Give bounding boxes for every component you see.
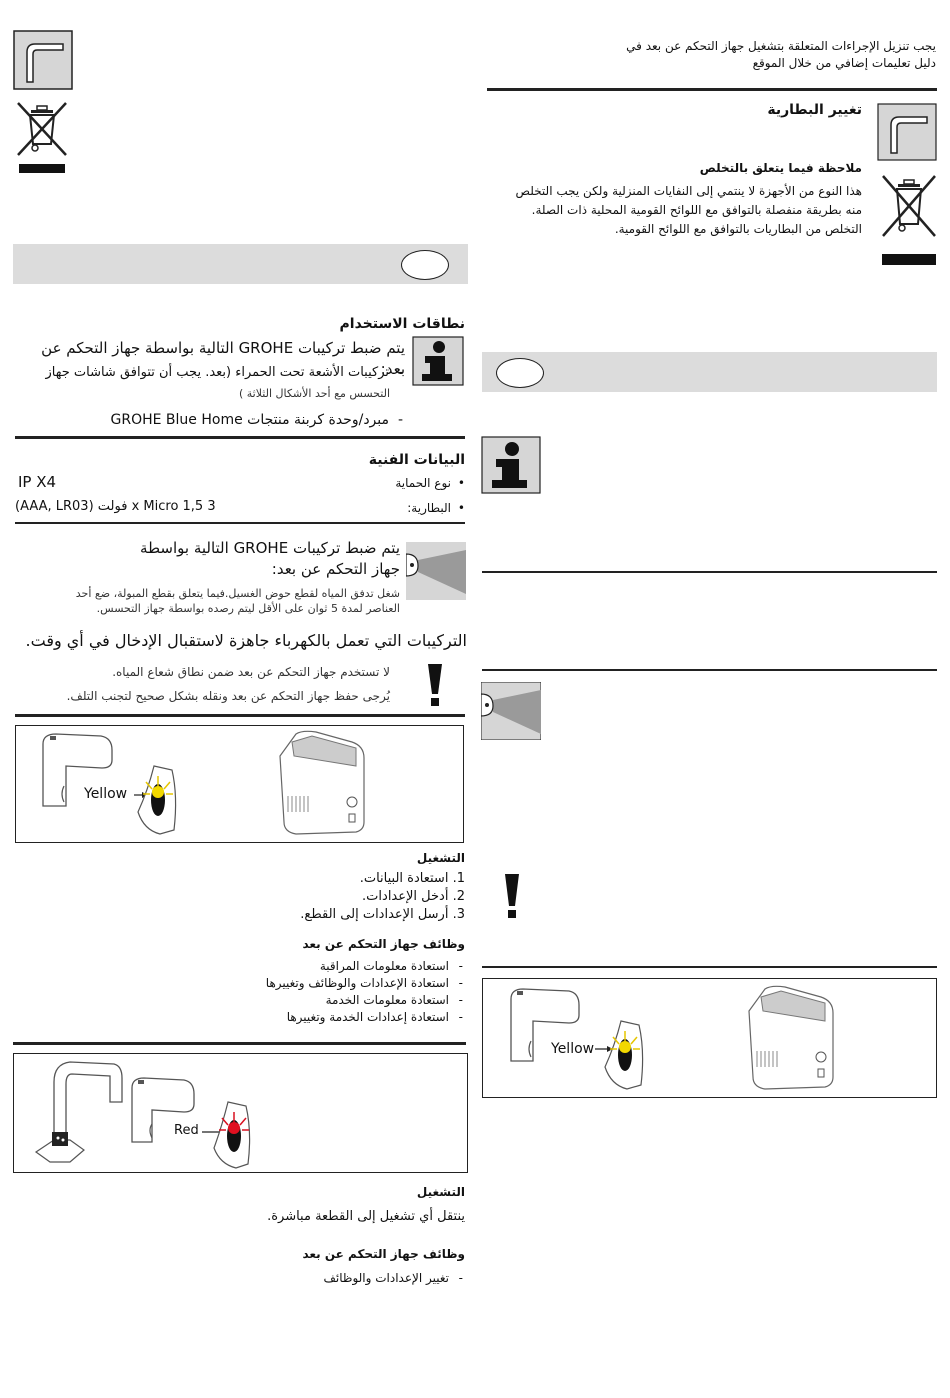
divider — [487, 88, 937, 91]
op-step-2: 2. أدخل الإعدادات. — [362, 889, 465, 904]
op2-heading: التشغيل — [416, 1185, 465, 1199]
tech-heading: البيانات الفنية — [368, 452, 465, 468]
diagram-faucet-remote-yellow — [482, 978, 937, 1098]
list-item: - تغيير الإعدادات والوظائف — [200, 1270, 465, 1287]
crossed-bin-icon — [15, 100, 69, 174]
crossed-bin-icon — [880, 172, 938, 268]
divider — [15, 522, 465, 524]
divider — [482, 669, 937, 671]
ready-text: التركيبات التي تعمل بالكهرباء جاهزة لاستقبال الإدخال في أي وقت. — [25, 631, 467, 650]
disposal-heading: ملاحظة فيما يتعلق بالتخلص — [699, 161, 862, 175]
divider — [13, 1042, 466, 1045]
info-icon — [412, 336, 464, 386]
usage-item-1 — [15, 364, 405, 382]
warning-line-2: يُرجى حفظ جهاز التحكم عن بعد ونقله بشكل صحيح لتجنب التلف. — [66, 689, 390, 703]
usage-item-1-note: التحسس مع أحد الأشكال الثلاثة ) — [238, 387, 390, 400]
hex-key-icon — [13, 30, 73, 90]
divider — [482, 571, 937, 573]
intro-text: يجب تنزيل الإجراءات المتعلقة بتشغيل جهاز التحكم عن بعد في دليل تعليمات إضافي من خلال الموقع — [626, 39, 936, 70]
tech-label-protection: • نوع الحماية — [300, 475, 465, 492]
language-oval — [401, 250, 449, 280]
battery-heading: تغيير البطارية — [767, 102, 862, 118]
func2-list — [200, 1270, 465, 1287]
op-step-1: 1. استعادة البيانات. — [359, 871, 465, 886]
tech-label-battery: • البطارية: — [300, 500, 465, 517]
language-oval — [496, 358, 544, 388]
list-item: - استعادة معلومات المراقبة — [200, 958, 465, 975]
list-item: - مبرد/وحدة كربنة منتجات GROHE Blue Home — [15, 410, 405, 430]
sensor-note: شغل تدفق المياه لقطع حوض الغسيل.فيما يتعلق بقطع المبولة، ضع أحد العناصر لمدة 5 ثوان على الأقل ليتم رصده بواسطة جهاز التحسس. — [75, 587, 400, 615]
diagram1-label: Yellow — [84, 786, 128, 802]
info-icon — [481, 436, 541, 494]
exclamation-icon — [501, 874, 523, 920]
diagram2-label: Red — [174, 1123, 199, 1138]
func-list — [200, 958, 465, 1026]
divider — [15, 714, 465, 717]
diagram-faucet-remote-yellow — [15, 725, 464, 843]
usage-heading: نطاقات الاستخدام — [339, 316, 465, 332]
section-bar — [13, 244, 468, 284]
sensor-icon — [481, 682, 541, 740]
hex-key-icon — [877, 103, 937, 161]
list-item: - استعادة إعدادات الخدمة وتغييرها — [200, 1009, 465, 1026]
func2-heading: وظائف جهاز التحكم عن بعد — [302, 1247, 465, 1261]
sensor-icon — [406, 542, 466, 600]
tech-value-protection: IP X4 — [18, 473, 57, 491]
diagram-faucet-remote-red — [13, 1053, 468, 1173]
section-bar — [482, 352, 937, 392]
tech-value-battery: 3 x Micro 1,5 فولت (AAA, LR03) — [15, 499, 216, 514]
op-heading: التشغيل — [416, 851, 465, 865]
diagram-right-label: Yellow — [551, 1041, 595, 1057]
exclamation-icon — [424, 664, 446, 708]
usage-intro: يتم ضبط تركيبات GROHE التالية بواسطة جهاز التحكم عن بعد: — [41, 339, 405, 378]
disposal-text: هذا النوع من الأجهزة لا ينتمي إلى النفايات المنزلية ولكن يجب التخلص منه بطريقة منفصلة بالتوافق مع اللوائح القومية المحلية ذات الصلة. التخلص من البطاريات بالتوافق مع اللوائح القومية. — [515, 184, 862, 236]
divider — [15, 436, 465, 439]
list-item: - استعادة الإعدادات والوظائف وتغييرها — [200, 975, 465, 992]
func-heading: وظائف جهاز التحكم عن بعد — [302, 937, 465, 951]
divider — [482, 966, 937, 968]
sensor-text: يتم ضبط تركيبات GROHE التالية بواسطة جهاز التحكم عن بعد: — [140, 539, 400, 578]
list-item: - استعادة معلومات الخدمة — [200, 992, 465, 1009]
op-step-3: 3. أرسل الإعدادات إلى القطع. — [300, 907, 465, 922]
list-item: - تركيبات الأشعة تحت الحمراء (بعد. يجب أن تتوافق شاشات جهاز — [15, 364, 405, 382]
op2-text: ينتقل أي تشغيل إلى القطعة مباشرة. — [267, 1209, 465, 1224]
usage-item-2 — [15, 410, 405, 430]
warning-line-1: لا تستخدم جهاز التحكم عن بعد ضمن نطاق شعاع المياه. — [112, 665, 390, 679]
